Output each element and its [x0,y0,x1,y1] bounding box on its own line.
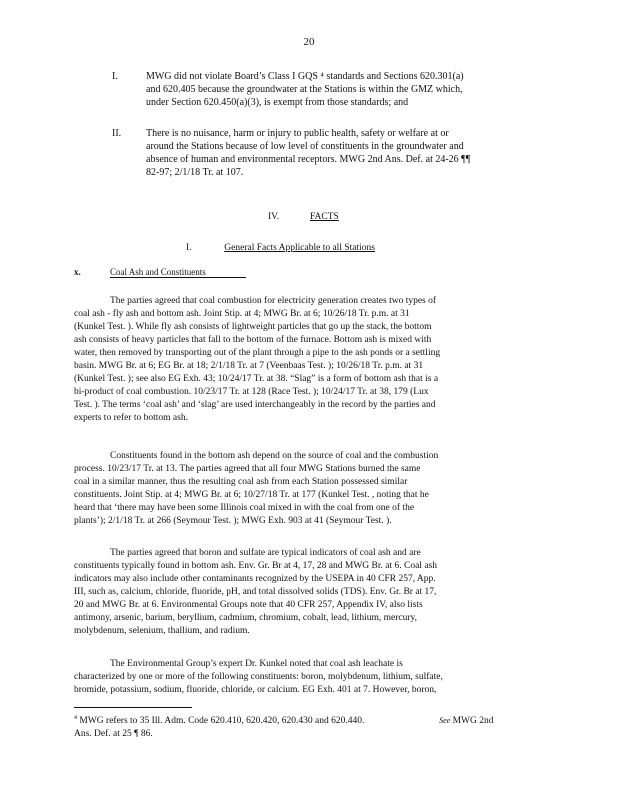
paragraph [74,295,544,425]
section-title: Coal Ash and Constituents [110,267,246,278]
text-line: process. 10/23/17 Tr. at 13. The parties agreed that all four MWG Stations burned the same [74,464,421,474]
text-line: There is no nuisance, harm or injury to public health, safety or welfare at or [146,128,449,139]
list-item-text [146,70,536,109]
heading-number: IV. [268,212,280,222]
text-line: heard that ‘there may have been some Illinois coal mixed in with the coal from one of the [74,503,415,513]
text-line: The parties agreed that boron and sulfate are typical indicators of coal ash and are [110,548,421,558]
text-line: water, then removed by transporting out of the plant through a pipe to the ash ponds or a settling [74,348,441,358]
text-line: and 620.405 because the groundwater at the Stations is within the GMZ which, [146,84,463,95]
footnote-see: See [439,716,451,726]
text-line: plants’); 2/1/18 Tr. at 266 (Seymour Test. ); MWG Exh. 903 at 41 (Seymour Test. ). [74,516,392,526]
paragraph [74,658,544,697]
text-line: ash consists of heavy particles that fall to the bottom of the furnace. Bottom ash is mixed with [74,335,432,345]
footnote-marker: 4 [74,715,77,721]
text-line: The Environmental Group’s expert Dr. Kunkel noted that coal ash leachate is [110,659,403,669]
text-line: molybdenum, selenium, thallium, and radium. [74,626,250,636]
footnote-line [74,712,544,728]
text-line: experts to refer to bottom ash. [74,413,188,423]
text-line: bi-product of coal combustion. 10/23/17 Tr. at 128 (Race Test. ); 10/24/17 Tr. at 38, 179 (Lux [74,387,429,397]
text-line: 20 and MWG Br. at 6. Environmental Groups note that 40 CFR 257, Appendix IV, also lists [74,600,423,610]
text-line: The parties agreed that coal combustion for electricity generation creates two types of [110,296,437,306]
footnote-rule [74,707,192,708]
section-label: x. [74,267,81,277]
text-line: basin. MWG Br. at 6; EG Br. at 18; 2/1/18 Tr. at 7 (Veenbaas Test. ); 10/26/18 Tr. p.m. at 31 [74,361,424,371]
text-line: constituents. Joint Stip. at 4; MWG Br. at 6; 10/27/18 Tr. at 177 (Kunkel Test. , noting that he [74,490,429,500]
heading-facts [268,212,350,222]
footnote-text: MWG 2nd [452,716,494,727]
list-item-number: II. [112,128,122,139]
list-item-number: I. [112,71,118,82]
heading-number: I. [186,243,192,253]
paragraph [74,547,544,638]
text-line: Test. ). The terms ‘coal ash’ and ‘slag’ are used interchangeably in the record by the parties and [74,400,436,410]
text-line: absence of human and environmental receptors. MWG 2nd Ans. Def. at 24-26 ¶¶ [146,154,471,165]
text-line: III, such as, calcium, chloride, fluoride, pH, and total dissolved solids (TDS). Env. Gr. Br at 17, [74,587,437,597]
footnote-text: MWG refers to 35 Ill. Adm. Code 620.410, 620.420, 620.430 and 620.440. [79,716,365,727]
paragraph [74,450,544,528]
text-line: coal in a similar manner, thus the resulting coal ash from each Station possessed similar [74,477,408,487]
text-line: characterized by one or more of the following constituents: boron, molybdenum, lithium, sulfate, [74,672,443,682]
heading-title: FACTS [309,212,339,222]
text-line: 82-97; 2/1/18 Tr. at 107. [146,167,244,178]
text-line: MWG did not violate Board’s Class I GQS ⁴ standards and Sections 620.301(a) [146,71,464,82]
text-line: bromide, potassium, sodium, fluoride, chloride, or calcium. EG Exh. 401 at 7. However, boron, [74,685,437,695]
text-line: Constituents found in the bottom ash depend on the source of coal and the combustion [110,451,439,461]
text-line: (Kunkel Test. ); see also EG Exh. 43; 10/24/17 Tr. at 38. “Slag” is a form of bottom ash that is a [74,374,439,384]
footnote [74,712,544,741]
list-item-text [146,127,536,179]
footnote-line: Ans. Def. at 25 ¶ 86. [74,729,153,740]
heading-general-facts [186,243,424,253]
text-line: coal ash - fly ash and bottom ash. Joint Stip. at 4; MWG Br. at 6; 10/26/18 Tr. p.m. at 31 [74,309,410,319]
text-line: under Section 620.450(a)(3), is exempt from those standards; and [146,97,409,108]
text-line: antimony, arsenic, barium, beryllium, cadmium, chromium, cobalt, lead, lithium, mercury, [74,613,418,623]
text-line: around the Stations because of low level of constituents in the groundwater and [146,141,464,152]
text-line: constituents typically found in bottom ash. Env. Gr. Br at 4, 17, 28 and MWG Br. at 6. Coal ash [74,561,437,571]
heading-title: General Facts Applicable to all Stations [224,243,375,253]
text-line: indicators may also include other contaminants recognized by the USEPA in 40 CFR 257, App. [74,574,436,584]
text-line: (Kunkel Test. ). While fly ash consists of lightweight particles that go up the stack, the bottom [74,322,432,332]
page-number: 20 [303,36,315,48]
